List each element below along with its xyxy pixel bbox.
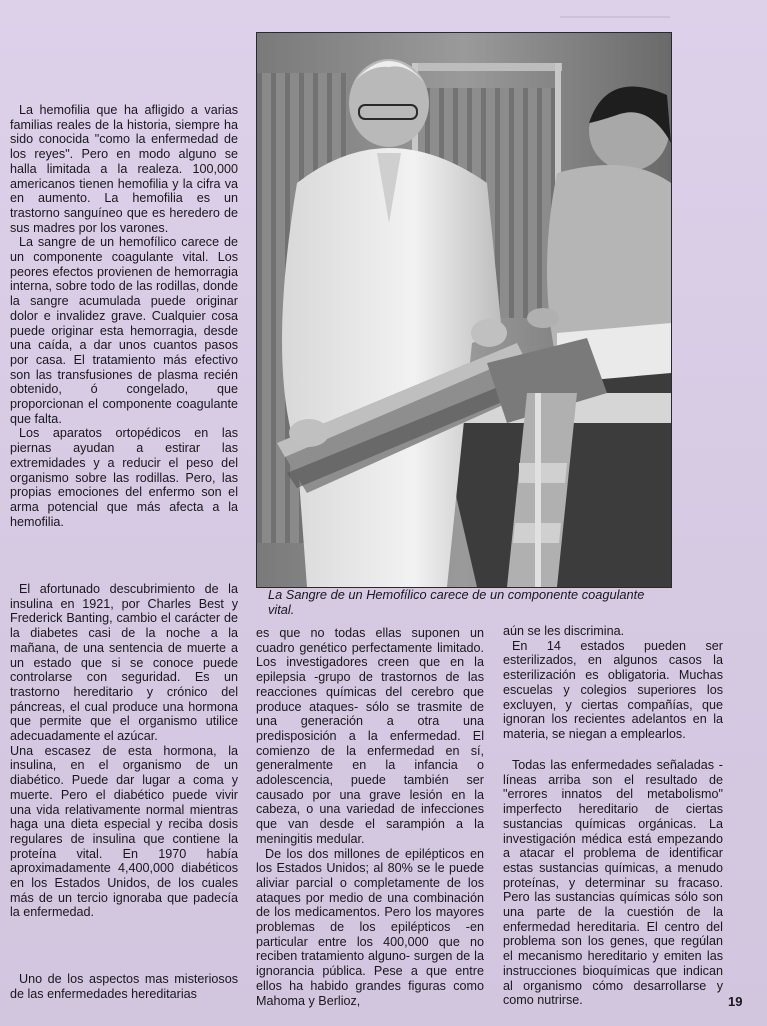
column-1-hemofilia — [10, 103, 238, 529]
column-1-misterios — [10, 972, 238, 1001]
paragraph: La sangre de un hemofílico carece de un componente coagulante vital. Los peores efectos provienen de hemorragia interna, sobre todo de las rodillas, donde la sangre acumulada puede originar dolor e invalidez grave. Cualquier cosa puede originar esta hemorragia, desde una caída, a dar unos cuantos pasos por casa. El tratamiento más efectivo son las transfusiones de plasma recién obtenido, ó congelado, que proporcionan el componente coagulante que falta. — [10, 235, 238, 426]
paragraph: Uno de los aspectos mas misteriosos de las enfermedades hereditarias — [10, 972, 238, 1001]
show-through-mark — [560, 16, 670, 18]
column-1-diabetes — [10, 582, 238, 920]
column-3-metabolismo — [503, 758, 723, 1008]
photo-hemophilia-patient — [256, 32, 672, 588]
paragraph: Los aparatos ortopédicos en las piernas ayudan a estirar las extremidades y a reducir el peso del organismo sobre las rodillas. Pero, las propias emociones del enfermo son el arma potencial que más afecta a la hemofilia. — [10, 426, 238, 529]
column-2-epilepsia — [256, 626, 484, 1008]
paragraph: En 14 estados pueden ser esterilizados, en algunos casos la esterilización es obligatoria. Muchas escuelas y colegios superiores los excluyen, y ciertas compañías, que ignoran los recientes adelantos en la materia, se niegan a emplearlos. — [503, 638, 723, 741]
paragraph: aún se les discrimina. — [503, 624, 625, 638]
column-3-discriminacion — [503, 624, 723, 742]
photo-caption: La Sangre de un Hemofílico carece de un componente coagulante vital. — [268, 587, 645, 617]
paragraph: es que no todas ellas suponen un cuadro genético perfectamente limitado. Los investigadores creen que en la epilepsia -grupo de trastornos de las reacciones químicas del cerebro que produce ataques- sólo se trasmite de una generación a otra una predisposición a la enfermedad. El comienzo de la enfermedad en sí, generalmente en la infancia o adolescencia, puede también ser causado por una grave lesión en la cabeza, o una variedad de infecciones que van desde el sarampión a la meningitis medular. — [256, 626, 484, 846]
page-number: 19 — [728, 994, 743, 1009]
photo-illustration — [257, 33, 671, 587]
paragraph: La hemofilia que ha afligido a varias familias reales de la historia, siempre ha sido conocida "como la enfermedad de los reyes". Pero en modo alguno se halla limitada a la realeza. 100,000 americanos tienen hemofilia y la cifra va en aumento. La hemofilia es un trastorno sanguíneo que es heredero de sus madres por los varones. — [10, 103, 238, 235]
paragraph: El afortunado descubrimiento de la insulina en 1921, por Charles Best y Frederick Banting, cambio el carácter de la diabetes casi de la noche a la mañana, de una sentencia de muerte a un estado que si se conoce puede controlarse con seguridad. Es un trastorno hereditario y crónico del páncreas, el cual produce una hormona que permite que el organismo utilice adecuadamente el azúcar. — [10, 582, 238, 744]
paragraph: De los dos millones de epilépticos en los Estados Unidos; al 80% se le puede aliviar parcial o completamente de los ataques por medio de una combinación de los medicamentos. Pero los mayores problemas de los epilépticos -en particular entre los 400,000 que no reciben tratamiento alguno- surgen de la ignorancia pública. Pese a que entre ellos ha habido grandes figuras como Mahoma y Berlioz, — [256, 846, 484, 1008]
paragraph: Todas las enfermedades señaladas -líneas arriba son el resultado de "errores innatos del metabolismo" imperfecto hereditario de ciertas sustancias químicas orgánicas. La investigación médica está empezando a atacar el problema de identificar estas sustancias químicas, a menudo proteínas, y determinar su fracaso. Pero las sustancias químicas sólo son una parte de la cuestión de la enfermedad hereditaria. El centro del problema son los genes, que regúlan el mecanismo hereditario y emiten las instrucciones bioquímicas que indican al organismo cómo desarrollarse y como nutrirse. — [503, 758, 723, 1008]
paragraph: Una escasez de esta hormona, la insulina, en el organismo de un diabético. Puede dar lugar a coma y muerte. Pero el diabético puede vivir una vida relativamente normal mientras haga una dieta especial y reciba dosis regulares de insulina que contiene la proteína vital. En 1970 había aproximadamente 4,400,000 diabéticos en los Estados Unidos, de los cuales más de un tercio ignoraba que padecía la enfermedad. — [10, 743, 238, 920]
